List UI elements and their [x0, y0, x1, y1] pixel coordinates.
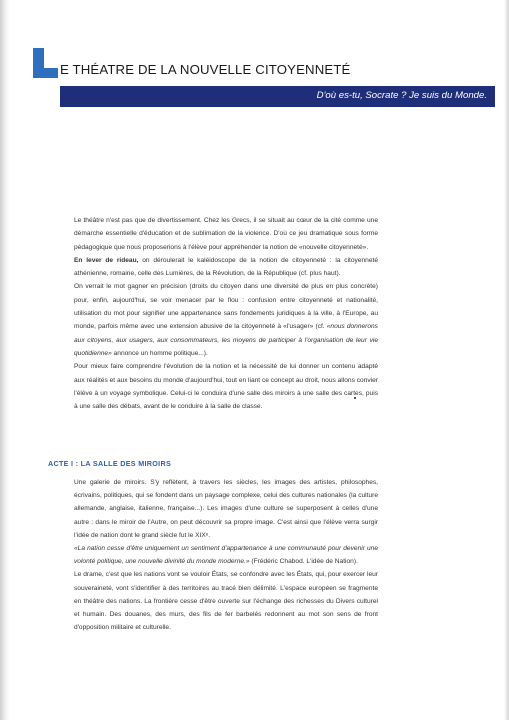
act-1-quote-source: (Frédéric Chabod. L'idée de Nation). — [249, 558, 358, 566]
intro-paragraph-4: Pour mieux faire comprendre l'évolution de la notion et la nécessité de lui donner un contenu adapté aux réalités et aux besoins du monde d'aujourd'hui, tout en liant ce concept au droit, nous allons convier l'élève à un voyage symbolique. Celui-ci le conduira d'une salle des miroirs à une salle des cartes, puis à une salle des débats, avant de le conduire à la salle de classe. — [74, 363, 378, 411]
act-1-section — [74, 476, 378, 634]
intro-section — [74, 214, 378, 413]
intro-paragraph-3-b: annonce un homme politique...). — [111, 349, 208, 357]
title-initial-letter — [33, 48, 58, 78]
epigraph-band — [60, 86, 495, 107]
title-initial-foot — [33, 68, 58, 78]
page-left-edge — [0, 0, 10, 720]
intro-paragraph-2-rest: on déroulerait le kaléidoscope de la notion de citoyenneté : la citoyenneté athénienne, romaine, celle des Lumières, de la Révolution, de la République (cf. plus haut). — [74, 256, 378, 278]
act-1-heading: ACTE I : LA SALLE DES MIROIRS — [48, 459, 172, 468]
intro-paragraph-3-quote: «nous donnerons aux citoyens, aux usagers, aux consommateurs, les moyens de participer à l'organisation de leur vie quotidienne» — [74, 323, 378, 357]
act-1-quote: «La nation cesse d'être uniquement un sentiment d'appartenance à une communauté pour devenir une volonté politique, une nouvelle divinité du monde moderne.» — [74, 545, 378, 566]
intro-paragraph-3-a: On verrait le mot gagner en précision (droits du citoyen dans une diversité de plus en plus concrète) pour, enfin, aujourd'hui, se voir menacer par le flou : confusion entre citoyenneté et nationalité, utilisation du mot pour signifier une appartenance sans fondements juridiques à la ville, à l'Europe, au monde, parfois même avec une extension abusive de la citoyenneté à «l'usager» (cf. — [74, 283, 378, 331]
act-1-paragraph-3: Le drame, c'est que les nations vont se vouloir États, se confondre avec les États, qui, pour exercer leur souveraineté, vont s'identifier à des territoires au tracé bien délimité. L'espace européen se fragmente en théâtre des nations. La frontière cesse d'être ouverte sur l'échange des richesses du Divers culturel et humain. Des douanes, des murs, des fils de fer barbelés redonnent au mot son sens de front d'opposition militaire et culturelle. — [74, 571, 378, 632]
intro-paragraph-2-lead: En lever de rideau, — [74, 256, 139, 264]
page-right-edge — [504, 0, 509, 720]
stray-mark — [354, 397, 356, 399]
epigraph-text: D'où es-tu, Socrate ? Je suis du Monde. — [316, 90, 487, 101]
chapter-title: E THÉATRE DE LA NOUVELLE CITOYENNETÉ — [60, 62, 351, 77]
chapter-header — [33, 48, 493, 78]
intro-paragraph-1: Le théâtre n'est pas que de divertissement. Chez les Grecs, il se situait au cœur de la cité comme une démarche essentielle d'éducation et de sublimation de la violence. D'où ce jeu dramatique sous forme pédagogique que nous proposerions à l'élève pour appréhender la notion de «nouvelle citoyenneté». — [74, 217, 378, 251]
intro-paragraph-3 — [74, 280, 378, 360]
intro-paragraph-2 — [74, 254, 378, 281]
act-1-paragraph-1: Une galerie de miroirs. S'y reflètent, à travers les siècles, les images des artistes, philosophes, écrivains, politiques, qui se fondent dans un paysage complexe, celui des cultures nationales (la culture allemande, anglaise, italienne, française...). Les images d'une culture se superposent à celles d'une autre : dans le miroir de l'Autre, on peut découvrir sa propre image. C'est ainsi que l'élève verra surgir l'idée de nation dont le grand siècle fut le XIXᵉ. — [74, 479, 378, 539]
act-1-paragraph-2 — [74, 542, 378, 568]
